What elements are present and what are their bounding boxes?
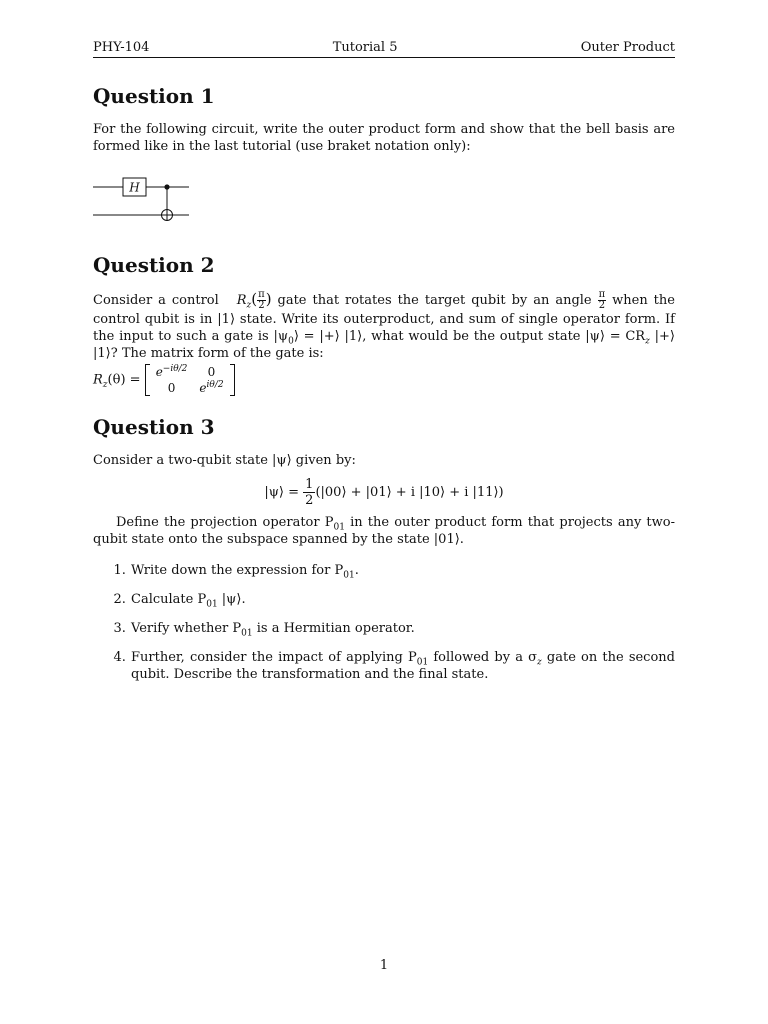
state-equation: |ψ⟩ = $\frac{1}{2}$ (|00⟩ + |01⟩ + i |10⟩ + i |11⟩) xyxy=(264,477,504,508)
list-item: 2. Calculate $P_{01}$ |ψ⟩. xyxy=(130,591,675,608)
question-2-title: Question 2 xyxy=(93,253,215,277)
list-item: 4. Further, consider the impact of applying $P_{01}$ followed by a $\sigma_z$ gate on the second qubit. Describe the transformation and the final state. xyxy=(130,649,675,683)
question-3-list xyxy=(93,562,675,683)
question-3-text xyxy=(93,452,675,695)
list-item: 1. Write down the expression for $P_{01}$. xyxy=(130,562,675,579)
list-item: 3. Verify whether $P_{01}$ is a Hermitian operator. xyxy=(130,620,675,637)
question-2-text: Consider a control $R_z$( $\frac{\pi}{2}$ ) gate that rotates the target qubit by an angle $\frac{\pi}{2}$ when the control qubit is in |1⟩ state. Write its outerproduct, and sum of single operator form. If the input to such a gate is $|\psi_0⟩$ = |+⟩ |1⟩, what would be the output state |ψ⟩ = $CR_z$ |+⟩ |1⟩? The matrix form of the gate is: $R_z(\theta)$ = $e^{-i\theta/2}$ 0 0 $e^{i\theta/2}$ xyxy=(93,289,675,395)
page xyxy=(93,40,675,682)
question-3-intro: Consider a two-qubit state |ψ⟩ given by: xyxy=(93,453,356,468)
page-number: 1 xyxy=(379,958,389,973)
header-course: PHY-104 xyxy=(93,40,150,55)
question-1-text xyxy=(93,121,675,155)
projection-definition: Define the projection operator $P_{01}$ in the outer product form that projects any two-qubit state onto the subspace spanned by the state |01⟩. xyxy=(93,515,675,547)
rz-matrix: $R_z(\theta)$ = $e^{-i\theta/2}$ 0 0 $e^{i\theta/2}$ xyxy=(93,364,675,396)
header-tutorial: Tutorial 5 xyxy=(332,40,398,55)
question-1-paragraph: For the following circuit, write the outer product form and show that the bell basis are formed like in the last tutorial (use braket notation only): xyxy=(93,122,675,154)
running-header xyxy=(93,40,675,58)
circuit-diagram xyxy=(93,173,193,223)
question-1-title: Question 1 xyxy=(93,84,215,108)
question-3-title: Question 3 xyxy=(93,415,215,439)
header-topic: Outer Product xyxy=(580,40,675,55)
matrix-bracket: $e^{-i\theta/2}$ 0 0 $e^{i\theta/2}$ xyxy=(145,364,235,396)
hadamard-gate-label: H xyxy=(129,180,140,195)
